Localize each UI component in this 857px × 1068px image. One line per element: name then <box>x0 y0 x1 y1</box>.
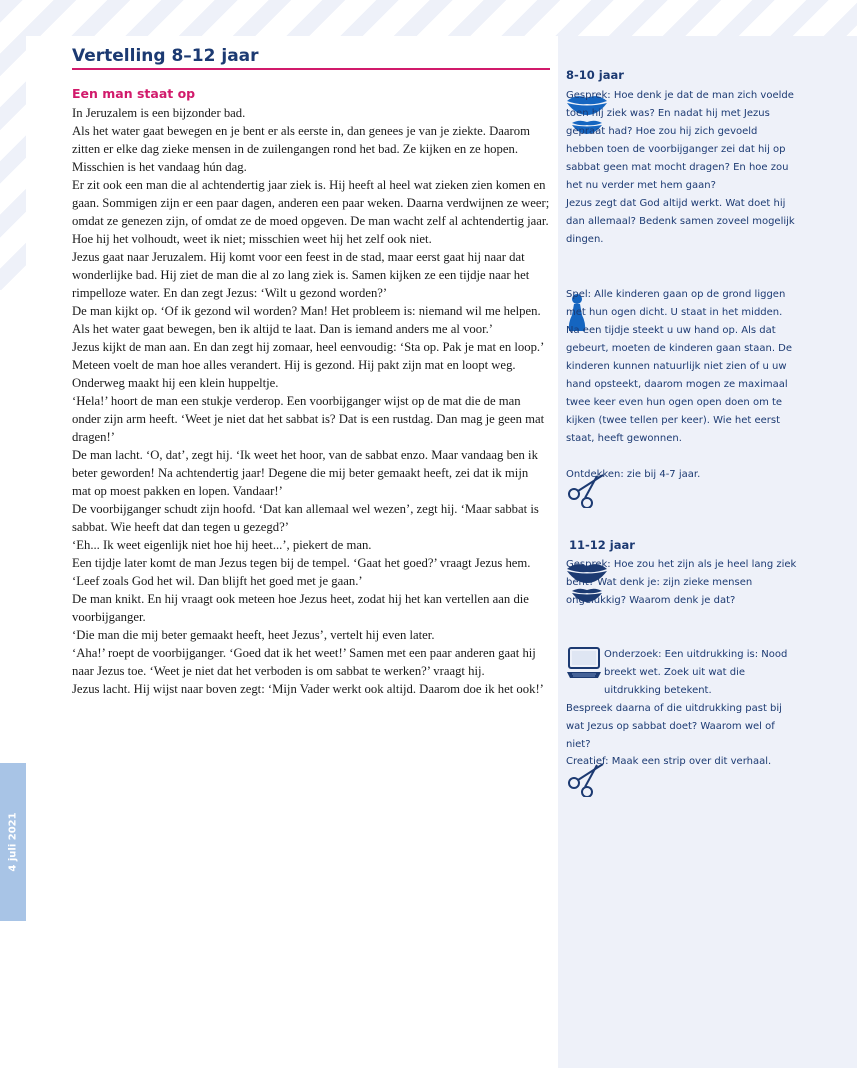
story-paragraph: Een tijdje later komt de man Jezus tegen bij de tempel. ‘Gaat het goed?’ vraagt Jezus hem. ‘Leef zoals God het wil. Dan blijft het goed met je gaan.’ <box>72 556 531 588</box>
spel-text: Spel: Alle kinderen gaan op de grond liggen met hun ogen dicht. U staat in het midden. Na een tijdje steekt u uw hand op. Als dat gebeurt, moeten de kinderen gaan staan. De kinderen kunnen natuurlijk niet zien of u uw hand opsteekt, daarom mogen ze maximaal twee keer even hun ogen open doen om te kijken (twee tellen per keer). Wie het eerst staat, heeft gewonnen. <box>566 289 793 444</box>
story-heading: Een man staat op <box>72 86 196 101</box>
story-paragraph: De man lacht. ‘O, dat’, zegt hij. ‘Ik weet het hoor, van de sabbat enzo. Maar vandaag ben ik beter geworden! Na achtendertig jaar! Degene die mij beter gemaakt heeft, zei dat ik mijn mat op moest pakken en lopen. Vandaar!’ <box>72 448 538 498</box>
story-paragraph: Jezus gaat naar Jeruzalem. Hij komt voor een feest in de stad, maar eerst gaat hij naar dat wonderlijke bad. Hij ziet de man die al zo lang ziek is. Samen kijken ze een tijdje naar het rimpelloze water. En dan zegt Jezus: ‘Wilt u gezond worden?’ <box>72 250 530 300</box>
story-paragraph: Meteen voelt de man hoe alles verandert. Hij is gezond. Hij pakt zijn mat en loopt weg. Onderweg maakt hij een klein huppeltje. <box>72 358 516 390</box>
story-paragraph: De man kijkt op. ‘Of ik gezond wil worden? Man! Het probleem is: niemand wil me helpen. Als het water gaat bewegen, ben ik altijd te laat. Dan is iemand anders me al voor.’ <box>72 304 541 336</box>
story-paragraph: Jezus lacht. Hij wijst naar boven zegt: ‘Mijn Vader werkt ook altijd. Daarom doe ik het ook!’ <box>72 682 544 696</box>
story-paragraph: Er zit ook een man die al achtendertig jaar ziek is. Hij heeft al heel wat zieken zien komen en gaan. Sommigen zijn er een paar dagen, anderen een paar weken. Daarna verdwijnen ze weer; omdat ze genezen zijn, of omdat ze de moed opgeven. De man wacht zelf al achtendertig jaar. Hoe hij het volhoudt, weet ik niet; misschien weet hij het zelf ook niet. <box>72 178 550 246</box>
onderzoek-text: Onderzoek: Een uitdrukking is: Nood breekt wet. Zoek uit wat die uitdrukking betekent. <box>604 649 788 696</box>
gesprek-11-12 <box>566 556 798 610</box>
date-label: 4 juli 2021 <box>7 812 19 872</box>
gesprek-8-10 <box>566 87 798 249</box>
story-paragraph: ‘Die man die mij beter gemaakt heeft, heet Jezus’, vertelt hij even later. <box>72 628 435 642</box>
creatief-11-12 <box>566 753 798 771</box>
section-heading-11-12: 11-12 jaar <box>569 538 635 552</box>
gesprek-text: Gesprek: Hoe denk je dat de man zich voelde toen hij ziek was? En nadat hij met Jezus gepraat had? Hoe zou hij zich gevoeld hebben toen de voorbijganger zei dat hij op sabbat geen mat mocht dragen? En hoe zou het nu verder met hem gaan? <box>566 90 794 191</box>
story-paragraph: In Jeruzalem is een bijzonder bad. <box>72 106 246 120</box>
story-paragraph: De voorbijganger schudt zijn hoofd. ‘Dat kan allemaal wel wezen’, zegt hij. ‘Maar sabbat is sabbat. Wie heeft dat dan tegen u gezegd?’ <box>72 502 539 534</box>
gesprek-text: Gesprek: Hoe zou het zijn als je heel lang ziek bent? Wat denk je: zijn zieke mensen ongelukkig? Waarom denk je dat? <box>566 559 797 606</box>
ontdekken-text: Ontdekken: zie bij 4-7 jaar. <box>566 469 701 480</box>
section-heading-8-10: 8-10 jaar <box>566 68 624 82</box>
ontdekken-8-10 <box>566 466 798 484</box>
story-paragraph: ‘Aha!’ roept de voorbijganger. ‘Goed dat ik het weet!’ Samen met een paar anderen gaat hij naar Jezus toe. ‘Weet je niet dat het verboden is om sabbat te werken?’ vraagt hij. <box>72 646 536 678</box>
story-paragraph: ‘Hela!’ hoort de man een stukje verderop. Een voorbijganger wijst op de mat die de man onder zijn arm heeft. ‘Weet je niet dat het sabbat is? Dat is een rustdag. Dan mag je geen mat dragen!’ <box>72 394 545 444</box>
story-paragraph: ‘Eh... Ik weet eigenlijk niet hoe hij heet...’, piekert de man. <box>72 538 372 552</box>
story-text <box>72 104 550 698</box>
story-paragraph: De man knikt. En hij vraagt ook meteen hoe Jezus heet, zodat hij het kan vertellen aan die voorbijganger. <box>72 592 529 624</box>
spel-8-10 <box>566 286 798 448</box>
page-title: Vertelling 8–12 jaar <box>72 46 259 66</box>
date-side-tab <box>0 763 26 921</box>
creatief-text: Creatief: Maak een strip over dit verhaal. <box>566 756 772 767</box>
gesprek-extra-text: Jezus zegt dat God altijd werkt. Wat doet hij dan allemaal? Bedenk samen zoveel mogelijk dingen. <box>566 198 795 245</box>
title-divider <box>72 68 550 70</box>
onderzoek-extra-text: Bespreek daarna of die uitdrukking past bij wat Jezus op sabbat doet? Waarom wel of niet? <box>566 703 782 750</box>
onderzoek-11-12 <box>566 646 798 754</box>
story-paragraph: Jezus kijkt de man aan. En dan zegt hij zomaar, heel eenvoudig: ‘Sta op. Pak je mat en loop.’ <box>72 340 545 354</box>
story-paragraph: Als het water gaat bewegen en je bent er als eerste in, dan genees je van je ziekte. Daarom zitten er elke dag zieke mensen in de zuilengangen rond het bad. Ze kijken en ze hopen. Misschien is het vandaag hún dag. <box>72 124 530 174</box>
